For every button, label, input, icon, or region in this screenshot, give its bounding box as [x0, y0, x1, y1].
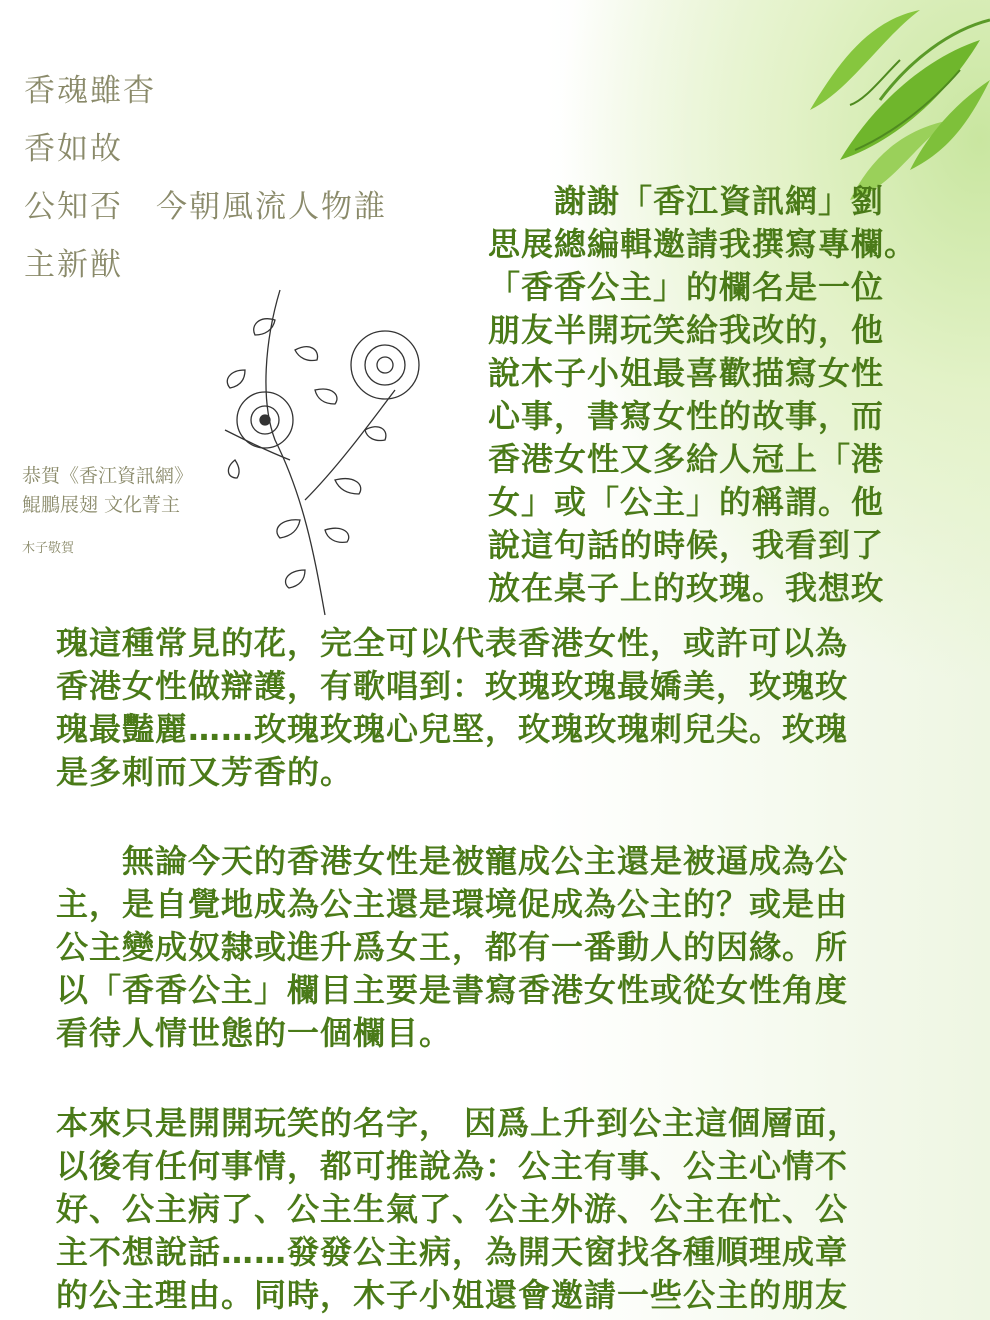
dedication-line: 恭賀《香江資訊網》 — [22, 465, 194, 487]
text-line: 以後有任何事情，都可推說為：公主有事、公主心情不 — [56, 1147, 849, 1185]
dedication-line: 鯤鵬展翅 文化菁主 — [22, 494, 181, 516]
text-line: 朋友半開玩笑給我改的，他 — [488, 311, 885, 349]
text-line: 香港女性做辯護，有歌唱到：玫瑰玫瑰最嬌美，玫瑰玫 — [56, 667, 849, 705]
text-line: 瑰最豔麗……玫瑰玫瑰心兒堅，玫瑰玫瑰刺兒尖。玫瑰 — [56, 710, 849, 748]
text-line: 心事，書寫女性的故事，而 — [488, 397, 885, 435]
text-line: 是多刺而又芳香的。 — [56, 753, 354, 791]
poem-line: 主新猷 — [24, 247, 123, 283]
article-paragraph-3 — [56, 1102, 956, 1317]
rose-sketch-icon — [205, 280, 465, 620]
text-line: 說木子小姐最喜歡描寫女性 — [488, 354, 885, 392]
text-line: 謝謝「香江資訊網」劉 — [488, 182, 885, 220]
text-line: 女」或「公主」的稱謂。他 — [488, 483, 885, 521]
article-paragraph-1 — [56, 622, 956, 794]
text-line: 香港女性又多給人冠上「港 — [488, 440, 885, 478]
poem-line: 公知否 今朝風流人物誰 — [24, 189, 387, 225]
text-line: 的公主理由。同時，木子小姐還會邀請一些公主的朋友 — [56, 1276, 849, 1314]
text-line: 放在桌子上的玫瑰。我想玫 — [488, 569, 885, 607]
text-line: 公主變成奴隸或進升爲女王，都有一番動人的因緣。所 — [56, 928, 849, 966]
text-line: 看待人情世態的一個欄目。 — [56, 1014, 453, 1052]
text-line: 無論今天的香港女性是被寵成公主還是被逼成為公 — [56, 842, 849, 880]
text-line: 好、公主病了、公主生氣了、公主外游、公主在忙、公 — [56, 1190, 849, 1228]
article-intro — [488, 180, 948, 610]
text-line: 主，是自覺地成為公主還是環境促成為公主的？或是由 — [56, 885, 849, 923]
article-paragraph-2 — [56, 840, 956, 1055]
green-leaves-icon — [650, 0, 990, 210]
poem — [24, 62, 387, 294]
text-line: 「香香公主」的欄名是一位 — [488, 268, 885, 306]
signature: 木子敬賀 — [22, 541, 75, 556]
poem-line: 香魂雖杳 — [24, 73, 156, 109]
text-line: 以「香香公主」欄目主要是書寫香港女性或從女性角度 — [56, 971, 849, 1009]
text-line: 說這句話的時候，我看到了 — [488, 526, 885, 564]
text-line: 瑰這種常見的花，完全可以代表香港女性，或許可以為 — [56, 624, 849, 662]
text-line: 思展總編輯邀請我撰寫專欄。 — [488, 225, 918, 263]
dedication — [22, 462, 193, 563]
text-line: 本來只是開開玩笑的名字， 因爲上升到公主這個層面， — [56, 1104, 861, 1142]
poem-line: 香如故 — [24, 131, 123, 167]
text-line: 主不想說話……發發公主病，為開天窗找各種順理成章 — [56, 1233, 849, 1271]
